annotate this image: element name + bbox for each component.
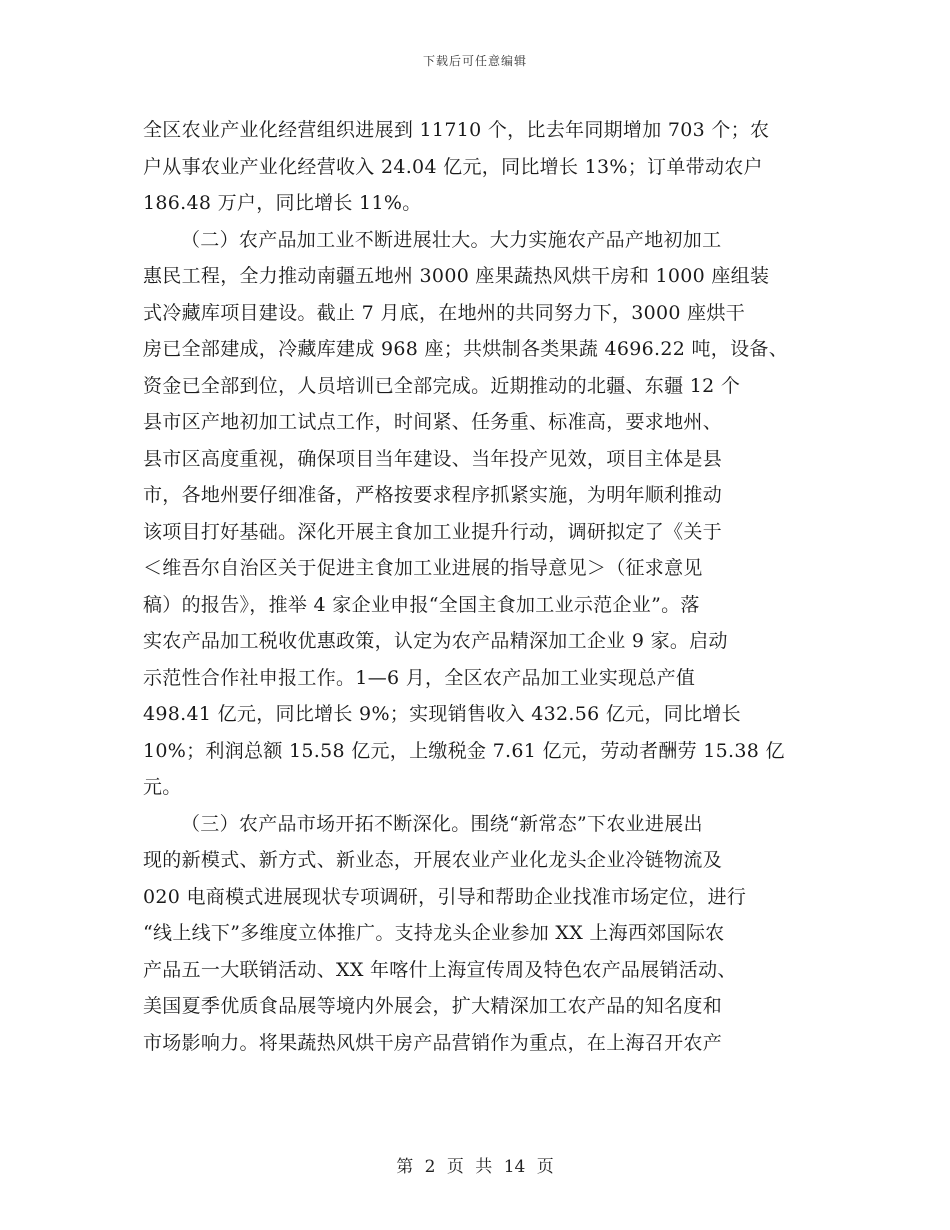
text-line: 县市区产地初加工试点工作，时间紧、任务重、标准高，要求地州、 xyxy=(143,411,723,433)
text-line: 实农产品加工税收优惠政策，认定为农产品精深加工企业 9 家。启动 xyxy=(143,630,728,652)
text-line: 美国夏季优质食品展等境内外展会，扩大精深加工农产品的知名度和 xyxy=(143,995,723,1017)
text-line: “线上线下”多维度立体推广。支持龙头企业参加 XX 上海西郊国际农 xyxy=(143,922,725,944)
text-line: 式冷藏库项目建设。截止 7 月底，在地州的共同努力下，3000 座烘干 xyxy=(143,301,746,324)
text-line: 稿）的报告》，推举 4 家企业申报“全国主食加工业示范企业”。落 xyxy=(143,593,700,616)
paragraph-3 xyxy=(143,806,813,1062)
text-line: 示范性合作社申报工作。1—6 月，全区农产品加工业实现总产值 xyxy=(143,666,696,689)
page-header: 下载后可任意编辑 xyxy=(422,54,527,68)
text-line: 县市区高度重视，确保项目当年建设、当年投产见效，项目主体是县 xyxy=(143,447,723,470)
text-line: （二）农产品加工业不断进展壮大。大力实施农产品产地初加工 xyxy=(181,228,722,251)
text-line: （三）农产品市场开拓不断深化。围绕“新常态”下农业进展出 xyxy=(181,812,703,835)
text-line: 498.41 亿元，同比增长 9%；实现销售收入 432.56 亿元，同比增长 xyxy=(143,703,741,725)
document-body xyxy=(143,112,813,1061)
text-line: 10%；利润总额 15.58 亿元，上缴税金 7.61 亿元，劳动者酬劳 15.38 亿 xyxy=(143,739,785,762)
text-line: 市，各地州要仔细准备，严格按要求程序抓紧实施，为明年顺利推动 xyxy=(143,484,723,506)
text-line: ＜维吾尔自治区关于促进主食加工业进展的指导意见＞（征求意见 xyxy=(143,557,703,579)
text-line: 户从事农业产业化经营收入 24.04 亿元，同比增长 13%；订单带动农户 xyxy=(143,155,763,178)
page-footer: 第 2 页 共 14 页 xyxy=(396,1157,554,1177)
paragraph-2 xyxy=(143,222,813,806)
paragraph-1 xyxy=(143,112,813,222)
text-line: 186.48 万户，同比增长 11%。 xyxy=(143,192,422,214)
text-line: 资金已全部到位，人员培训已全部完成。近期推动的北疆、东疆 12 个 xyxy=(143,374,741,397)
text-line: 该项目打好基础。深化开展主食加工业提升行动，调研拟定了《关于 xyxy=(143,520,723,543)
text-line: 元。 xyxy=(143,776,182,798)
text-line: 市场影响力。将果蔬热风烘干房产品营销作为重点，在上海召开农产 xyxy=(143,1031,723,1054)
text-line: 现的新模式、新方式、新业态，开展农业产业化龙头企业冷链物流及 xyxy=(143,849,723,871)
text-line: 房已全部建成，冷藏库建成 968 座；共烘制各类果蔬 4696.22 吨，设备、 xyxy=(143,338,788,360)
text-line: 全区农业产业化经营组织进展到 11710 个，比去年同期增加 703 个；农 xyxy=(143,119,770,141)
text-line: 产品五一大联销活动、XX 年喀什上海宣传周及特色农产品展销活动、 xyxy=(143,958,737,981)
text-line: 020 电商模式进展现状专项调研，引导和帮助企业找准市场定位，进行 xyxy=(143,885,747,908)
text-line: 惠民工程，全力推动南疆五地州 3000 座果蔬热风烘干房和 1000 座组装 xyxy=(143,265,770,287)
